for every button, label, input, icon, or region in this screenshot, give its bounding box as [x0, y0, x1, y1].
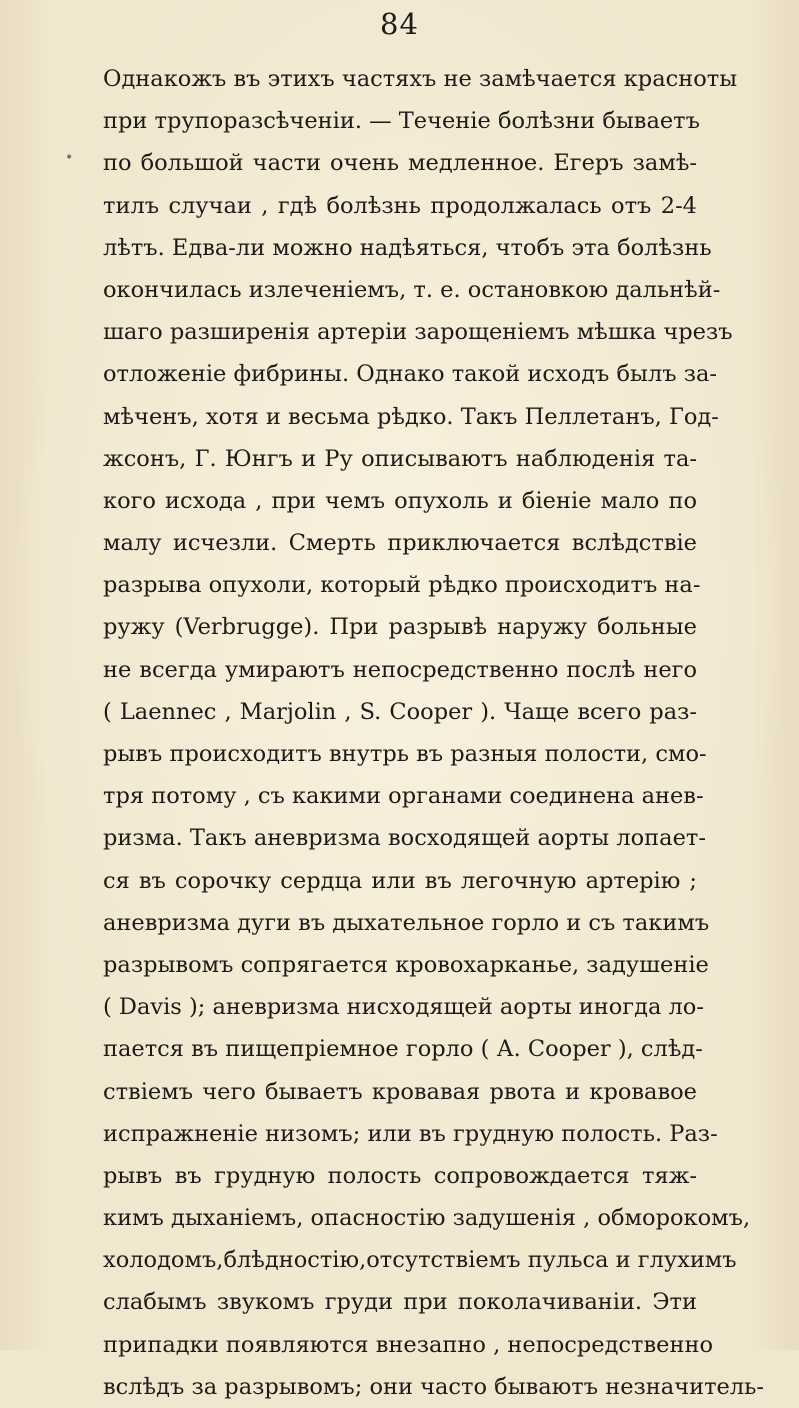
text-line: жсонъ, Г. Юнгъ и Ру описываютъ наблюденія та- — [103, 445, 697, 472]
text-line: лѣтъ. Едва-ли можно надѣяться, чтобъ эта болѣзнь — [103, 234, 712, 261]
text-line: разрывомъ сопрягается кровохарканье, задушеніе — [103, 951, 709, 978]
body-text — [103, 58, 764, 1408]
text-line: малу исчезли. Смерть приключается вслѣдствіе — [103, 530, 697, 557]
text-line: испражненіе низомъ; или въ грудную полость. Раз- — [103, 1120, 718, 1147]
text-line: рывъ въ грудную полость сопровождается тяж- — [103, 1162, 697, 1189]
text-line: при трупоразсѣченіи. — Теченіе болѣзни бываетъ — [103, 108, 700, 135]
margin-dot: • — [65, 150, 74, 166]
text-line: мѣченъ, хотя и весьма рѣдко. Такъ Пеллетанъ, Год- — [103, 403, 719, 430]
text-line: аневризма дуги въ дыхательное горло и съ такимъ — [103, 909, 710, 936]
text-line: отложеніе фибрины. Однако такой исходъ былъ за- — [103, 361, 718, 388]
text-line: ризма. Такъ аневризма восходящей аорты лопает- — [103, 825, 706, 852]
page-number: 84 — [380, 7, 419, 41]
text-line: вслѣдъ за разрывомъ; они часто бываютъ незначитель- — [103, 1373, 764, 1400]
text-line: пается въ пищепріемное горло ( А. Cooper ), слѣд- — [103, 1036, 703, 1063]
text-line: окончилась излеченіемъ, т. е. остановкою дальнѣй- — [103, 276, 721, 303]
text-line: ружу (Verbrugge). При разрывѣ наружу больные — [103, 614, 697, 641]
text-line: холодомъ,блѣдностію,отсутствіемъ пульса и глухимъ — [103, 1247, 737, 1274]
text-line: рывъ происходитъ внутрь въ разныя полости, смо- — [103, 741, 707, 767]
text-line: не всегда умираютъ непосредственно послѣ него — [103, 656, 697, 683]
text-line: ся въ сорочку сердца или въ легочную артерію ; — [103, 867, 697, 894]
text-line: тилъ случаи , гдѣ болѣзнь продолжалась отъ 2-4 — [103, 192, 697, 219]
text-line: по большой части очень медленное. Егеръ замѣ- — [103, 150, 697, 177]
text-line: тря потому , съ какими органами соединена анев- — [103, 783, 704, 810]
text-line: припадки появляются внезапно , непосредственно — [103, 1331, 714, 1358]
text-line: шаго разширенія артеріи зарощеніемъ мѣшка чрезъ — [103, 319, 733, 346]
text-line: ( Davis ); аневризма нисходящей аорты иногда ло- — [103, 994, 704, 1021]
text-line: разрыва опухоли, который рѣдко происходитъ на- — [103, 572, 701, 599]
text-line: ( Laennec , Marjolin , S. Cooper ). Чаще всего раз- — [103, 698, 697, 725]
text-line: кого исхода , при чемъ опухоль и біеніе мало по — [103, 487, 697, 514]
text-line: кимъ дыханіемъ, опасностію задушенія , обморокомъ, — [103, 1205, 751, 1232]
text-line: ствіемъ чего бываетъ кровавая рвота и кровавое — [103, 1078, 697, 1105]
text-line: слабымъ звукомъ груди при поколачиваніи. Эти — [103, 1289, 697, 1316]
text-line: Однакожъ въ этихъ частяхъ не замѣчается красноты — [103, 66, 738, 92]
